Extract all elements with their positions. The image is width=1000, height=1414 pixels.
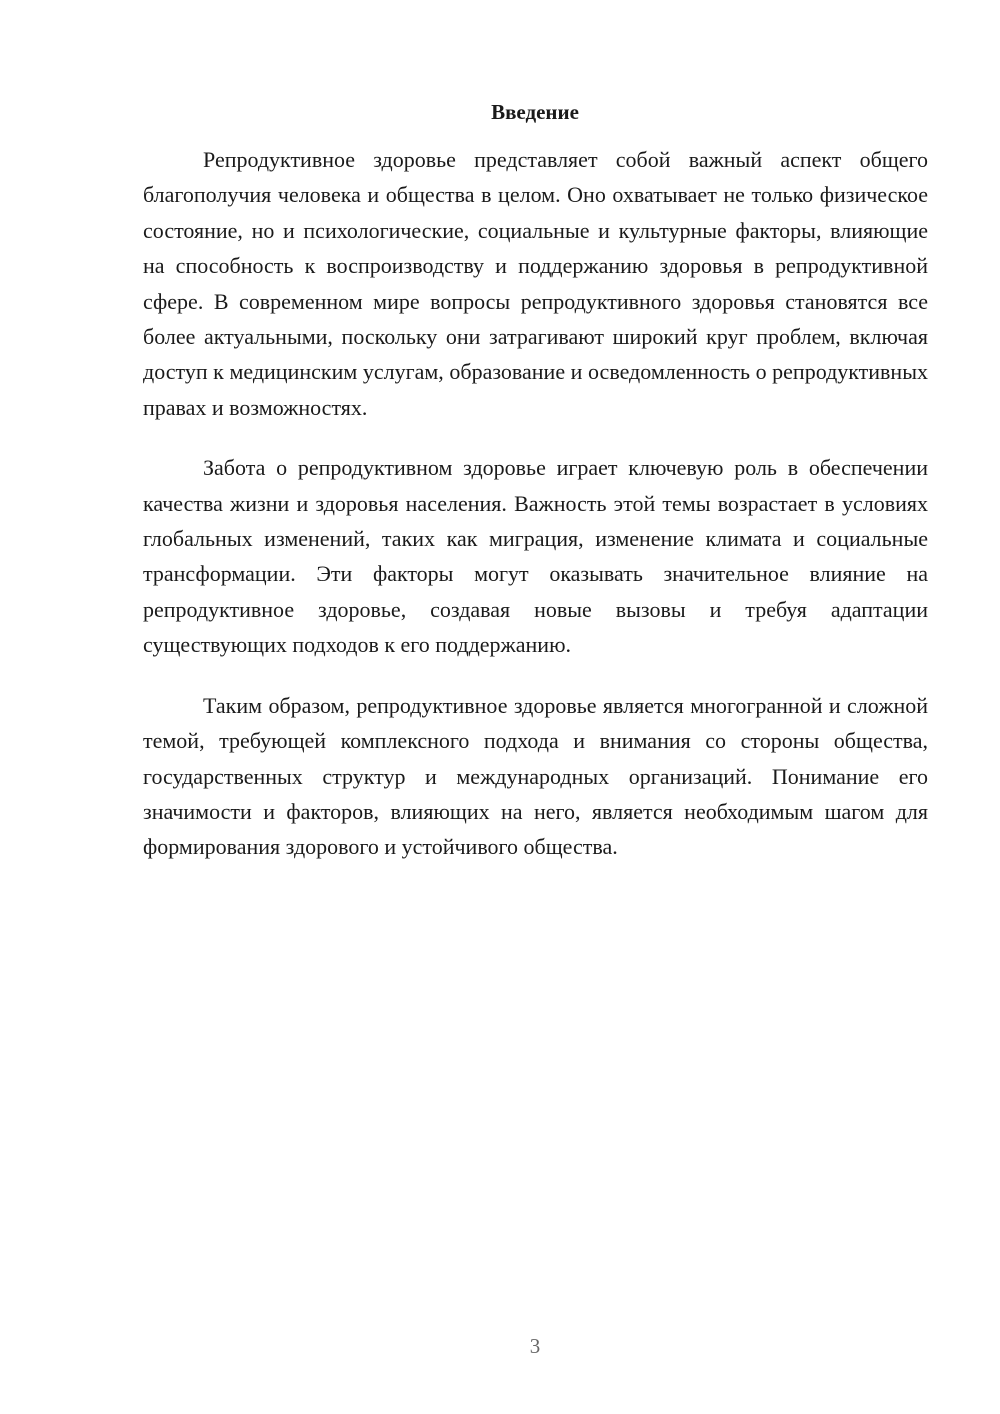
paragraph-3: Таким образом, репродуктивное здоровье является многогранной и сложной темой, требующей комплексного подхода и внимания со стороны общества, государственных структур и международных организаций. Понимание его значимости и факторов, влияющих на него, является необходимым шагом для формирования здорового и устойчивого общества. [143, 692, 928, 860]
page-title: Введение [491, 100, 579, 124]
page-number: 3 [529, 1334, 541, 1358]
body-text [143, 142, 928, 865]
paragraph-2: Забота о репродуктивном здоровье играет ключевую роль в обеспечении качества жизни и здоровья населения. Важность этой темы возрастает в условиях глобальных изменений, таких как миграция, изменение климата и социальные трансформации. Эти факторы могут оказывать значительное влияние на репродуктивное здоровье, создавая новые вызовы и требуя адаптации существующих подходов к его поддержанию. [143, 455, 928, 658]
paragraph-1: Репродуктивное здоровье представляет собой важный аспект общего благополучия человека и общества в целом. Оно охватывает не только физическое состояние, но и психологические, социальные и культурные факторы, влияющие на способность к воспроизводству и поддержанию здоровья в репродуктивной сфере. В современном мире вопросы репродуктивного здоровья становятся все более актуальными, поскольку они затрагивают широкий круг проблем, включая доступ к медицинским услугам, образование и осведомленность о репродуктивных правах и возможностях. [143, 147, 928, 420]
